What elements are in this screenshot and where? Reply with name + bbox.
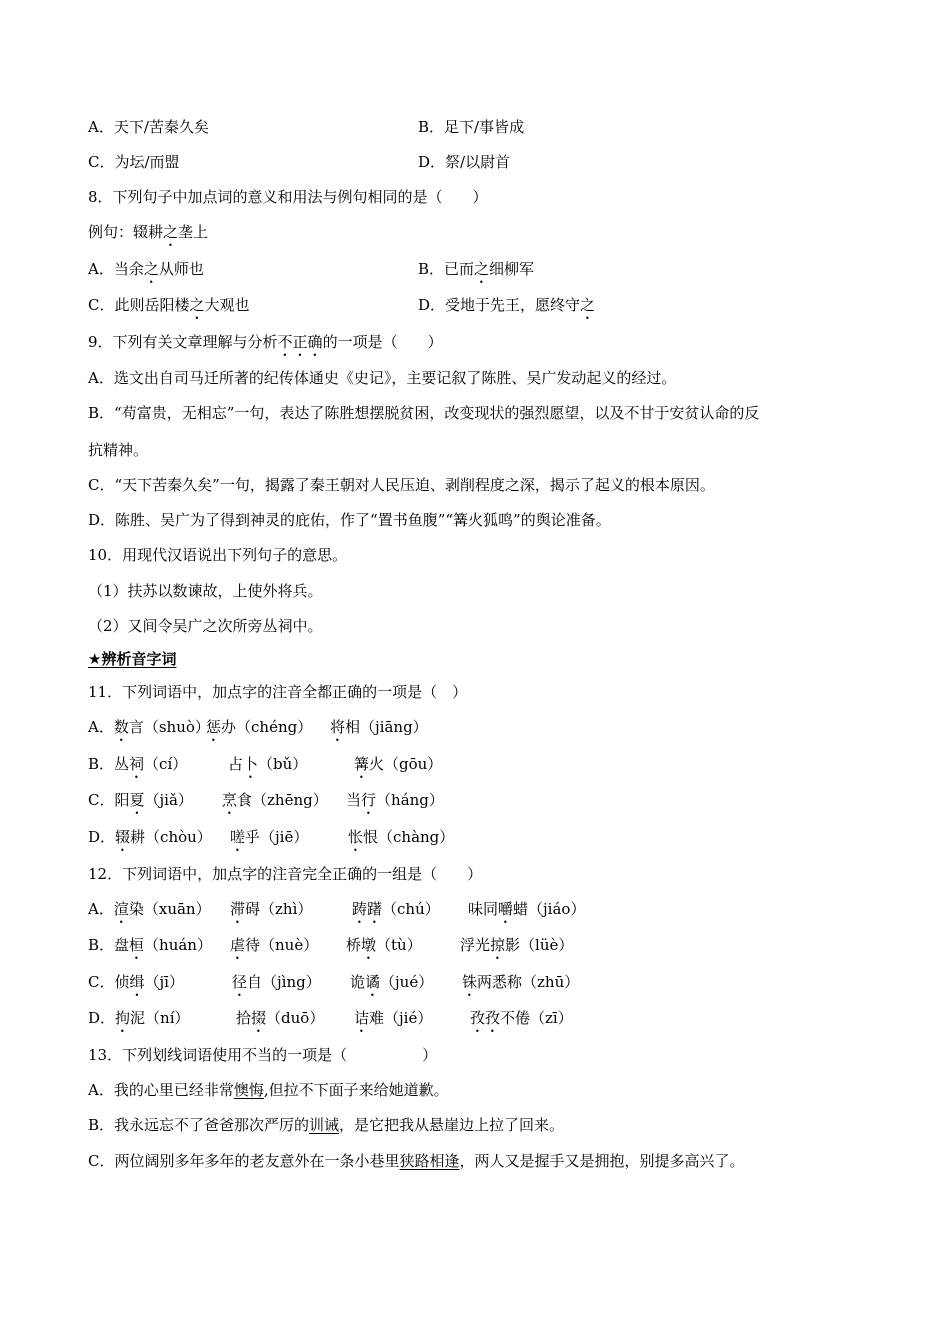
q8-option-c: C．此则岳阳楼之大观也 <box>88 296 250 314</box>
q7-option-d: D．祭/以尉首 <box>418 153 511 171</box>
q8-stem: 8．下列句子中加点词的意义和用法与例句相同的是（ ） <box>88 188 488 206</box>
q10-sentence-2: （2）又间令吴广之次所旁丛祠中。 <box>88 617 323 635</box>
q9-option-a: A．选文出自司马迁所著的纪传体通史《史记》，主要记叙了陈胜、吴广发动起义的经过。 <box>88 369 677 387</box>
q12-stem: 12．下列词语中，加点字的注音完全正确的一组是（ ） <box>88 865 483 883</box>
q12-option-a: A．渲染（xuān） 滞碍（zhì） 踌躇（chú） 味同嚼蜡（jiáo） <box>88 900 586 918</box>
q9-option-b-line2: 抗精神。 <box>88 441 149 459</box>
section-title: ★辨析音字词 <box>88 650 177 668</box>
q11-option-c: C．阳夏（jiǎ） 烹食（zhēng） 当行（háng） <box>88 791 444 809</box>
q10-stem: 10．用现代汉语说出下列句子的意思。 <box>88 546 348 564</box>
q8-option-d: D．受地于先王，愿终守之 <box>418 296 596 314</box>
q8-option-a: A．当余之从师也 <box>88 260 204 278</box>
q13-option-a: A．我的心里已经非常懊悔,但拉不下面子来给她道歉。 <box>88 1081 449 1099</box>
q7-option-a: A．天下/苦秦久矣 <box>88 118 209 136</box>
q8-example: 例句：辍耕之垄上 <box>88 223 209 241</box>
q11-option-d: D．辍耕（chòu） 嗟乎（jiē） 怅恨（chàng） <box>88 828 455 846</box>
q11-option-b: B．丛祠（cí） 占卜（bǔ） 篝火（gōu） <box>88 755 443 773</box>
q9-stem: 9．下列有关文章理解与分析不正确的一项是（ ） <box>88 333 443 351</box>
q7-option-c: C．为坛/而盟 <box>88 153 180 171</box>
q12-option-b: B．盘桓（huán） 虐待（nuè） 桥墩（tù） 浮光掠影（lüè） <box>88 936 574 954</box>
q8-option-b: B．已而之细柳军 <box>418 260 535 278</box>
q13-stem: 13．下列划线词语使用不当的一项是（ ） <box>88 1046 438 1064</box>
q11-option-a: A．数言（shuò）惩办（chéng） 将相（jiāng） <box>88 718 428 736</box>
q13-option-b: B．我永远忘不了爸爸那次严厉的训诫，是它把我从悬崖边上拉了回来。 <box>88 1116 565 1134</box>
q11-stem: 11．下列词语中，加点字的注音全都正确的一项是（ ） <box>88 683 468 701</box>
q13-option-c: C．两位阔别多年多年的老友意外在一条小巷里狭路相逢，两人又是握手又是拥抱，别提多高兴了。 <box>88 1152 745 1170</box>
q10-sentence-1: （1）扶苏以数谏故，上使外将兵。 <box>88 582 323 600</box>
q7-option-b: B．足下/事皆成 <box>418 118 525 136</box>
q9-option-d: D．陈胜、吴广为了得到神灵的庇佑，作了“置书鱼腹”“篝火狐鸣”的舆论准备。 <box>88 511 611 529</box>
q12-option-d: D．拘泥（ní） 拾掇（duō） 诘难（jié） 孜孜不倦（zī） <box>88 1009 573 1027</box>
q12-option-c: C．侦缉（jī） 径自（jìng） 诡谲（jué） 铢两悉称（zhū） <box>88 973 580 991</box>
q9-option-b-line1: B．“苟富贵，无相忘”一句，表达了陈胜想摆脱贫困，改变现状的强烈愿望，以及不甘于安贫认命的反 <box>88 404 760 422</box>
q9-option-c: C．“天下苦秦久矣”一句，揭露了秦王朝对人民压迫、剥削程度之深，揭示了起义的根本原因。 <box>88 476 715 494</box>
